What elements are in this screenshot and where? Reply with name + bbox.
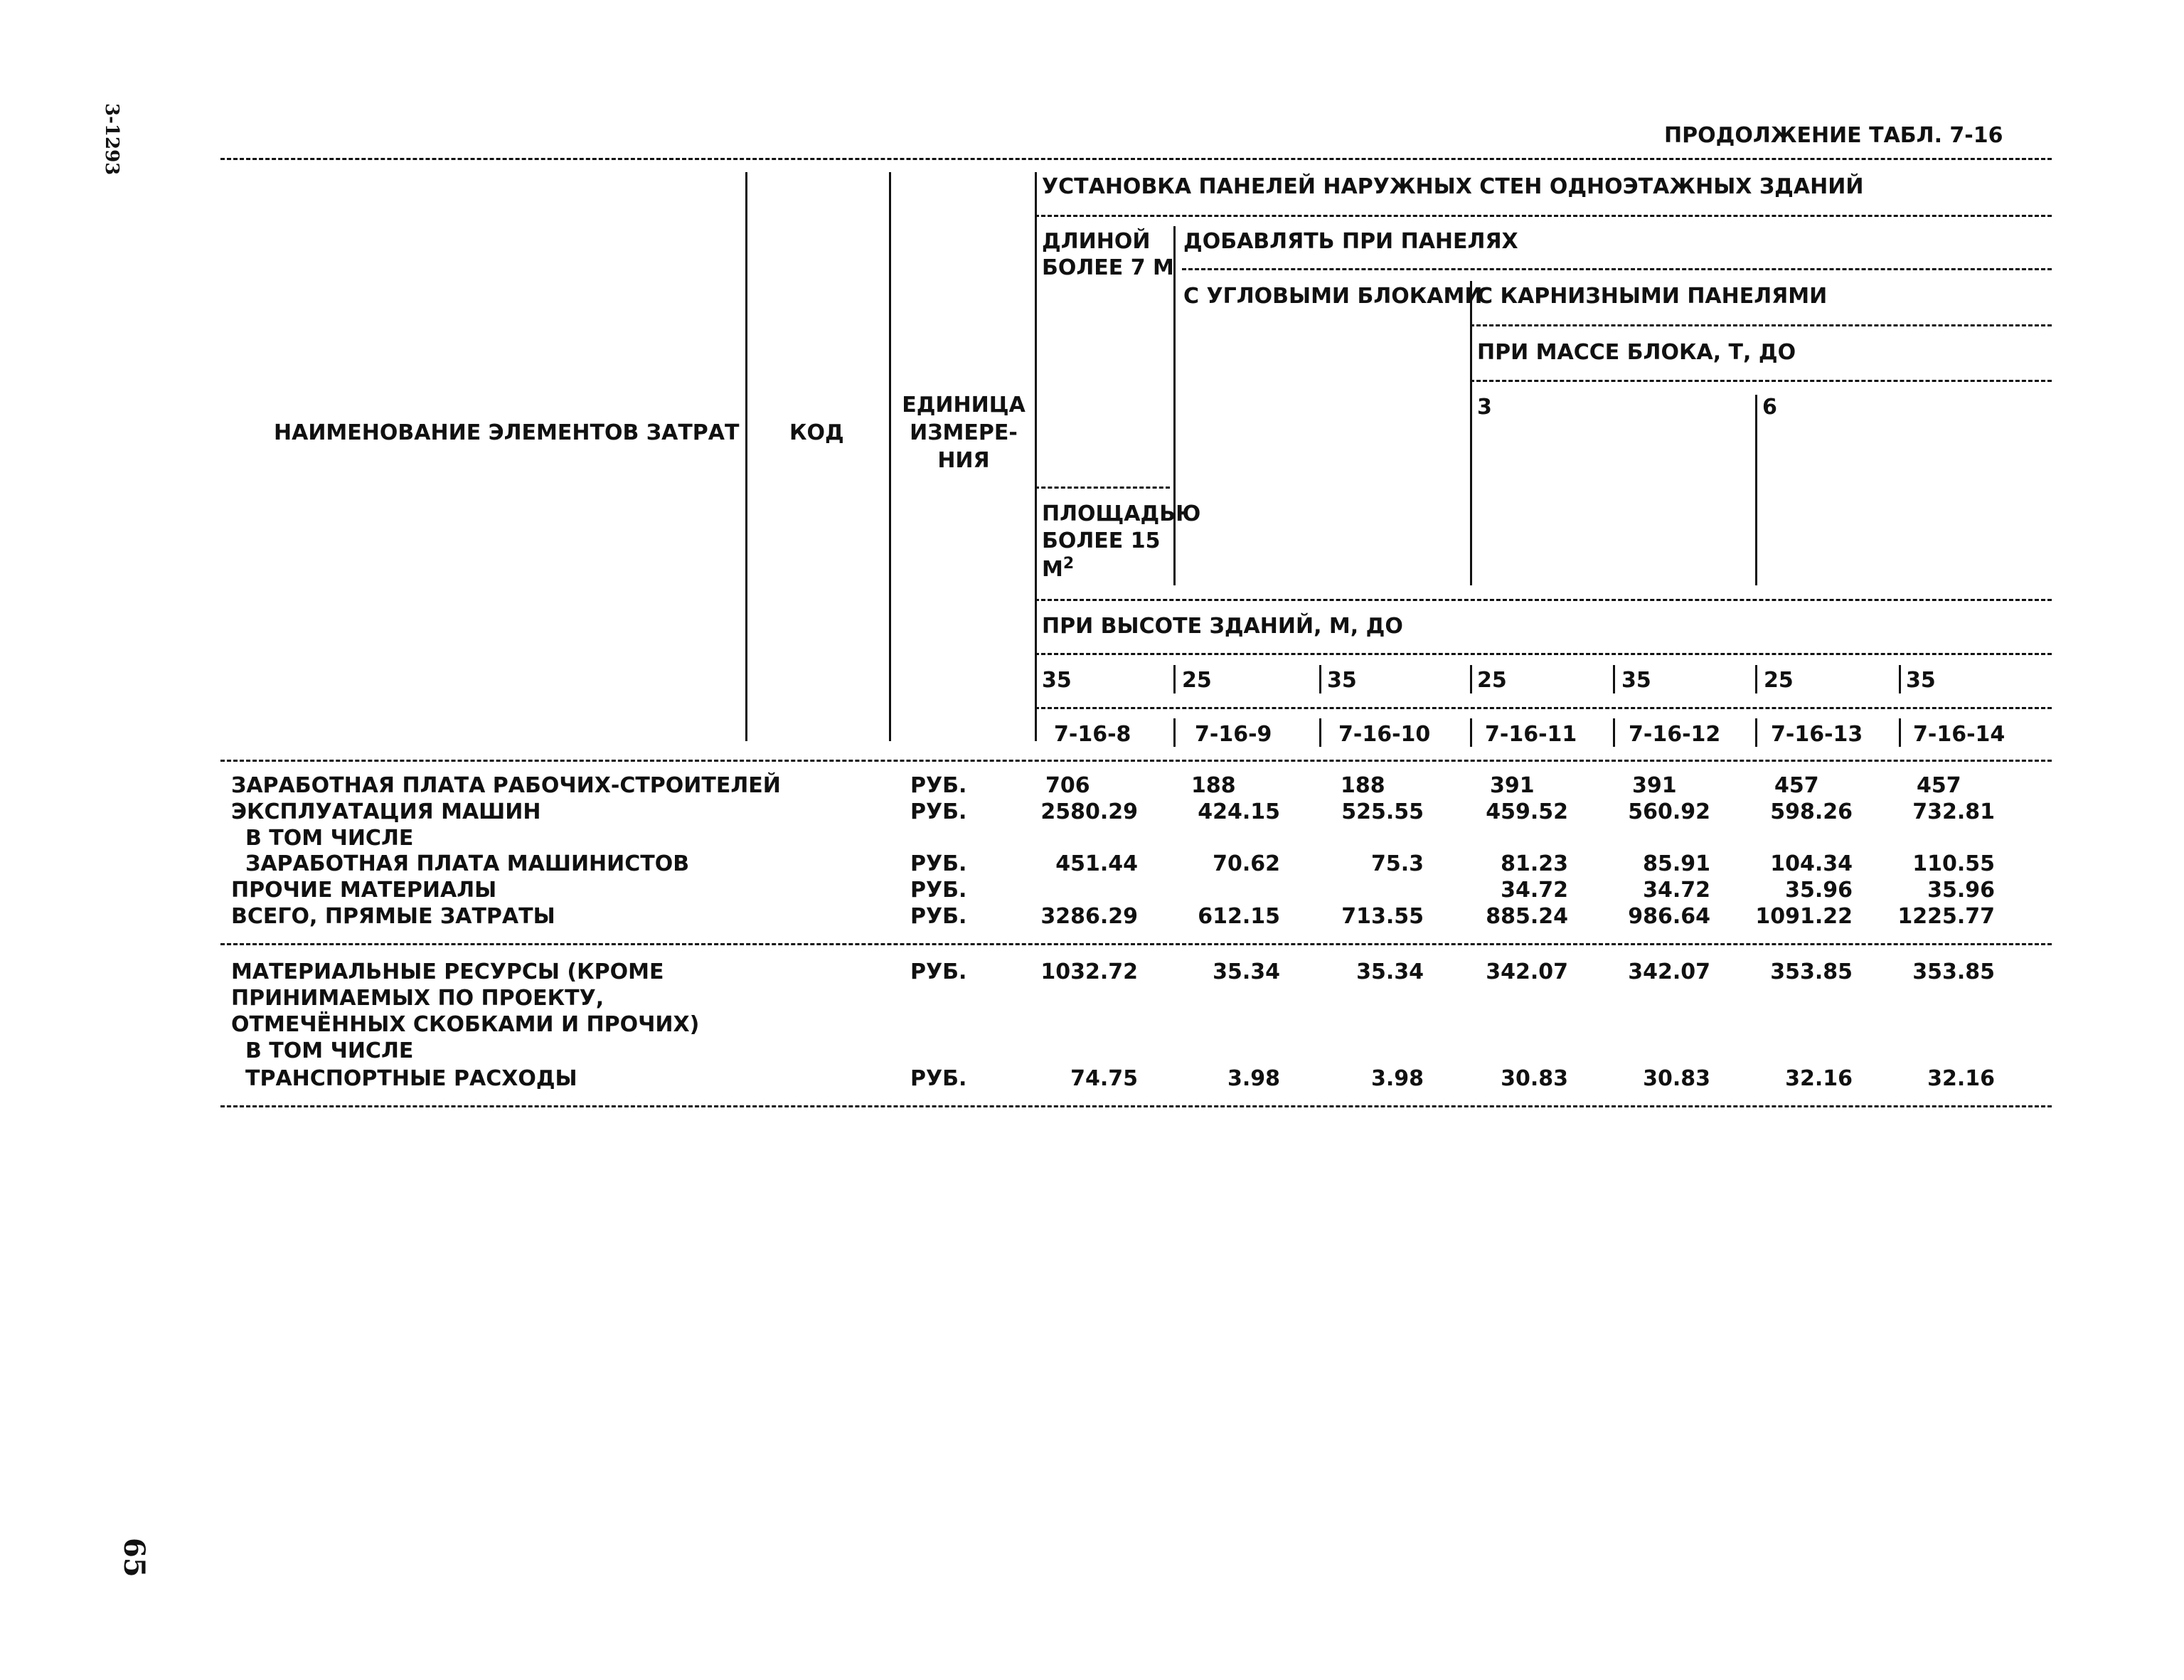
cell-value: 75.3 (1370, 851, 1424, 876)
rule-header-end (220, 760, 2052, 762)
cell-value: 35.96 (1927, 878, 1995, 903)
rule-below-heights-label (1035, 653, 2052, 655)
column-code: 7-16-14 (1913, 722, 2005, 747)
height-value: 35 (1621, 668, 1651, 693)
column-code: 7-16-13 (1771, 722, 1863, 747)
cell-value: 30.83 (1643, 1066, 1710, 1091)
cell-value: 457 (1774, 773, 1819, 798)
cell-value: 353.85 (1912, 959, 1995, 984)
row-label: ВСЕГО, ПРЯМЫЕ ЗАТРАТЫ (231, 904, 555, 929)
height-value: 25 (1764, 668, 1794, 693)
page-number: 65 (117, 1538, 151, 1578)
cell-value: 451.44 (1055, 851, 1138, 876)
cell-value: 2580.29 (1040, 799, 1138, 824)
cell-value: 3286.29 (1040, 904, 1138, 929)
row-unit: РУБ. (910, 878, 967, 903)
row-unit: РУБ. (910, 904, 967, 929)
row-unit: РУБ. (910, 959, 967, 984)
rule-length-area (1035, 487, 1170, 489)
header-area-unit (1042, 556, 1074, 580)
column-code: 7-16-12 (1629, 722, 1721, 747)
column-code: 7-16-8 (1054, 722, 1131, 747)
row-label: ЗАРАБОТНАЯ ПЛАТА РАБОЧИХ-СТРОИТЕЛЕЙ (231, 773, 781, 798)
resources-label-line-4: В ТОМ ЧИСЛЕ (245, 1038, 414, 1063)
cell-value: 188 (1341, 773, 1385, 798)
cell-value: 459.52 (1486, 799, 1568, 824)
cell-value: 32.16 (1785, 1066, 1853, 1091)
area-unit-exponent: 2 (1062, 555, 1075, 573)
row-unit: РУБ. (910, 799, 967, 824)
code-divider-5 (1755, 718, 1757, 747)
row-label: ЗАРАБОТНАЯ ПЛАТА МАШИНИСТОВ (245, 851, 690, 876)
cell-value: 424.15 (1198, 799, 1280, 824)
cell-value: 1225.77 (1897, 904, 1995, 929)
header-area-line-2: БОЛЕЕ 15 (1042, 528, 1161, 553)
resources-label-line-1: МАТЕРИАЛЬНЫЕ РЕСУРСЫ (КРОМЕ (231, 959, 664, 984)
height-divider-1 (1173, 665, 1176, 693)
cell-value: 110.55 (1912, 851, 1995, 876)
cell-value: 457 (1917, 773, 1961, 798)
col-divider-mass (1755, 395, 1757, 585)
cell-value: 612.15 (1198, 904, 1280, 929)
bottom-rule (220, 1105, 2052, 1107)
height-value: 25 (1477, 668, 1507, 693)
cell-value: 713.55 (1341, 904, 1424, 929)
header-unit-line-3: НИЯ (937, 448, 990, 473)
column-code: 7-16-9 (1195, 722, 1272, 747)
table-caption: ПРОДОЛЖЕНИЕ ТАБЛ. 7-16 (1664, 123, 2003, 148)
height-divider-4 (1613, 665, 1615, 693)
height-divider-2 (1319, 665, 1321, 693)
height-value: 35 (1327, 668, 1357, 693)
rule-below-add-label (1182, 268, 2052, 270)
column-code: 7-16-11 (1485, 722, 1577, 747)
cell-value: 732.81 (1912, 799, 1995, 824)
row-unit: РУБ. (910, 851, 967, 876)
cell-value: 391 (1490, 773, 1535, 798)
col-divider-name (745, 172, 747, 741)
cell-value: 35.96 (1785, 878, 1853, 903)
cell-value: 706 (1045, 773, 1090, 798)
rule-below-main-title (1035, 215, 2052, 217)
cell-value: 391 (1632, 773, 1677, 798)
cell-value: 342.07 (1628, 959, 1710, 984)
cell-value: 35.34 (1356, 959, 1424, 984)
cell-value: 3.98 (1370, 1066, 1424, 1091)
header-length-line-1: ДЛИНОЙ (1042, 229, 1151, 254)
column-code: 7-16-10 (1338, 722, 1431, 747)
cell-value: 560.92 (1628, 799, 1710, 824)
code-divider-1 (1173, 718, 1176, 747)
header-main-title: УСТАНОВКА ПАНЕЛЕЙ НАРУЖНЫХ СТЕН ОДНОЭТАЖНЫХ ЗДАНИЙ (1042, 174, 1864, 199)
row-unit: РУБ. (910, 1066, 967, 1091)
cell-value: 986.64 (1628, 904, 1710, 929)
row-label: ПРОЧИЕ МАТЕРИАЛЫ (231, 878, 497, 903)
header-cornice-panels: С КАРНИЗНЫМИ ПАНЕЛЯМИ (1477, 284, 1828, 309)
cell-value: 34.72 (1643, 878, 1710, 903)
header-height-label: ПРИ ВЫСОТЕ ЗДАНИЙ, М, ДО (1042, 614, 1403, 639)
rule-below-heights (1035, 707, 2052, 709)
cell-value: 34.72 (1501, 878, 1568, 903)
row-label: ТРАНСПОРТНЫЕ РАСХОДЫ (245, 1066, 577, 1091)
top-rule (220, 158, 2052, 160)
cell-value: 353.85 (1770, 959, 1853, 984)
header-area-line-1: ПЛОЩАДЬЮ (1042, 501, 1201, 526)
col-divider-unit (1035, 172, 1037, 741)
code-divider-2 (1319, 718, 1321, 747)
code-divider-3 (1470, 718, 1472, 747)
row-label: В ТОМ ЧИСЛЕ (245, 826, 414, 851)
col-divider-cornice (1470, 281, 1472, 585)
cell-value: 35.34 (1213, 959, 1280, 984)
row-label: ЭКСПЛУАТАЦИЯ МАШИН (231, 799, 541, 824)
header-length-line-2: БОЛЕЕ 7 М (1042, 255, 1174, 280)
header-corner-blocks: С УГЛОВЫМИ БЛОКАМИ (1183, 284, 1483, 309)
header-mass-3: 3 (1477, 395, 1492, 420)
rule-below-mass (1470, 380, 2052, 382)
height-divider-5 (1755, 665, 1757, 693)
resources-label-line-3: ОТМЕЧЁННЫХ СКОБКАМИ И ПРОЧИХ) (231, 1012, 700, 1037)
cell-value: 70.62 (1213, 851, 1280, 876)
cell-value: 104.34 (1770, 851, 1853, 876)
header-unit-line-1: ЕДИНИЦА (902, 393, 1026, 418)
height-value: 35 (1042, 668, 1072, 693)
height-value: 35 (1906, 668, 1936, 693)
cell-value: 342.07 (1486, 959, 1568, 984)
resources-label-line-2: ПРИНИМАЕМЫХ ПО ПРОЕКТУ, (231, 986, 604, 1011)
cell-value: 1032.72 (1040, 959, 1138, 984)
height-divider-3 (1470, 665, 1472, 693)
cell-value: 30.83 (1501, 1066, 1568, 1091)
cell-value: 885.24 (1486, 904, 1568, 929)
rule-below-cornice (1470, 324, 2052, 326)
rule-above-heights (1035, 599, 2052, 601)
cell-value: 1091.22 (1755, 904, 1853, 929)
cell-value: 85.91 (1643, 851, 1710, 876)
header-mass-6: 6 (1762, 395, 1777, 420)
col-divider-code (889, 172, 891, 741)
area-unit-letter: М (1042, 557, 1063, 582)
header-block-mass: ПРИ МАССЕ БЛОКА, Т, ДО (1477, 340, 1796, 365)
header-name-column: НАИМЕНОВАНИЕ ЭЛЕМЕНТОВ ЗАТРАТ (274, 420, 740, 445)
document-code: 3-1293 (101, 103, 122, 176)
rule-section-end (220, 943, 2052, 945)
height-value: 25 (1182, 668, 1212, 693)
code-divider-4 (1613, 718, 1615, 747)
header-code-column: КОД (789, 420, 844, 445)
row-unit: РУБ. (910, 773, 967, 798)
code-divider-6 (1899, 718, 1901, 747)
cell-value: 32.16 (1927, 1066, 1995, 1091)
height-divider-6 (1899, 665, 1901, 693)
cell-value: 3.98 (1227, 1066, 1280, 1091)
cell-value: 598.26 (1770, 799, 1853, 824)
header-unit-line-2: ИЗМЕРЕ- (910, 420, 1018, 445)
cell-value: 188 (1191, 773, 1236, 798)
cell-value: 74.75 (1070, 1066, 1138, 1091)
cell-value: 525.55 (1341, 799, 1424, 824)
header-add-label: ДОБАВЛЯТЬ ПРИ ПАНЕЛЯХ (1183, 229, 1518, 254)
cell-value: 81.23 (1501, 851, 1568, 876)
